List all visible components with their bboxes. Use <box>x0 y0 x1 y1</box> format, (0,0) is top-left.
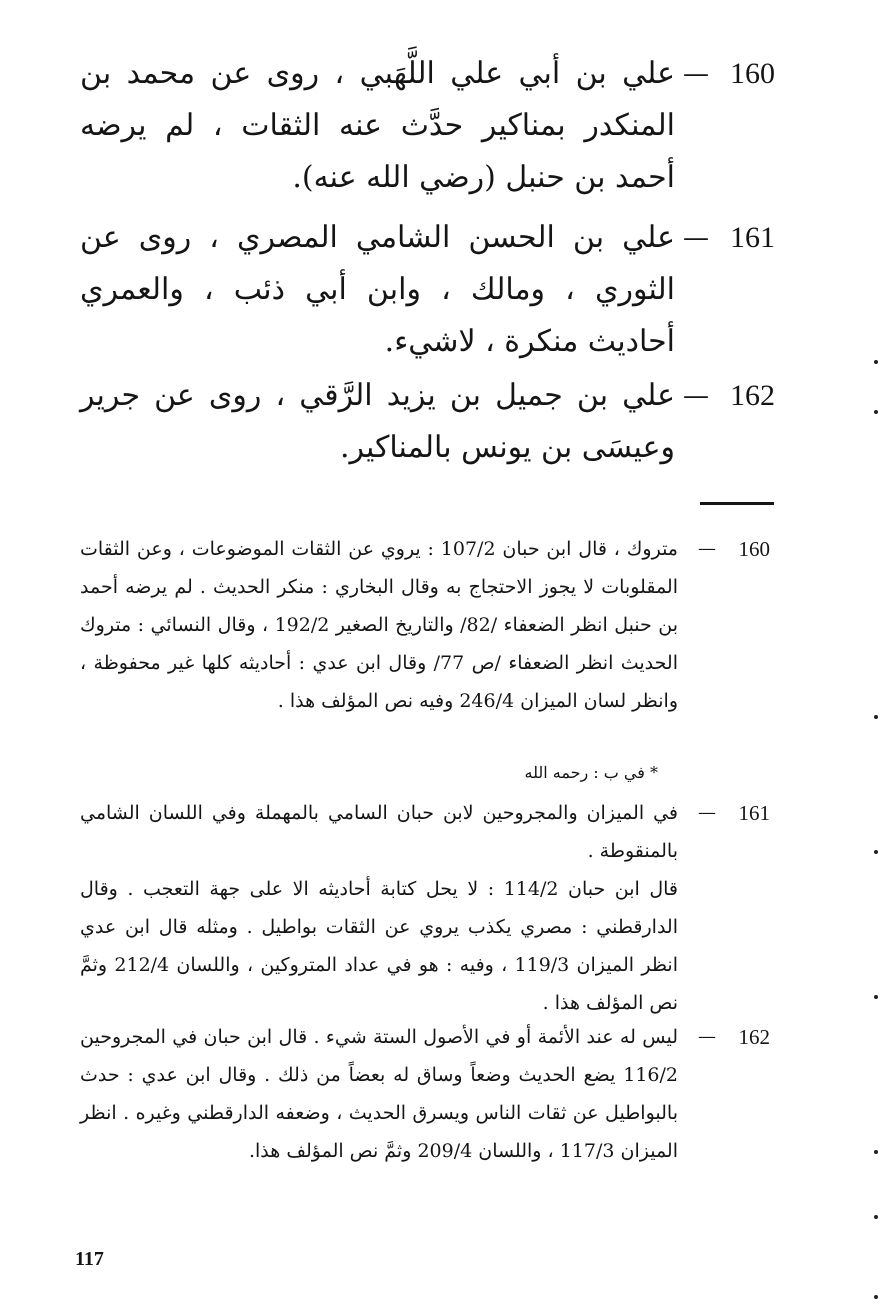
footnote-number: 160 <box>738 537 770 561</box>
entry-dash: — <box>683 223 709 253</box>
scan-speck <box>874 995 878 999</box>
footnote-continuation: قال ابن حبان 114/2 : لا يحل كتابة أحاديثه الا على جهة التعجب . وقال الدارقطني : مصري يكذب يروي عن الثقات بواطيل . ومثله قال ابن عدي انظر الميزان 119/3 ، وفيه : هو في عداد المتروكين ، واللسان 212/4 وثمَّ نص المؤلف هذا . <box>80 878 678 1014</box>
footnote-162 <box>80 1018 770 1218</box>
entry-number: 160 <box>730 57 775 90</box>
footnote-161 <box>80 794 770 1014</box>
footnote-dash: — <box>698 802 716 823</box>
entry-161 <box>70 212 775 372</box>
entry-162 <box>70 370 775 480</box>
scan-speck <box>874 1150 878 1154</box>
footnote-separator <box>700 502 774 505</box>
entry-dash: — <box>683 381 709 411</box>
footnote-text: ليس له عند الأئمة أو في الأصول الستة شيء . قال ابن حبان في المجروحين 116/2 يضع الحديث وضعاً وساق له بعضاً من ذلك . وقال ابن عدي : حدث بالبواطيل عن ثقات الناس ويسرق الحديث ، وضعفه الدارقطني وغيره . انظر الميزان 117/3 ، واللسان 209/4 وثمَّ نص المؤلف هذا. <box>80 1026 678 1162</box>
scan-speck <box>874 850 878 854</box>
scan-speck <box>874 360 878 364</box>
entry-number: 161 <box>730 221 775 254</box>
entry-text: علي بن جميل بن يزيد الرَّقي ، روى عن جرير وعيسَى بن يونس بالمناكير. <box>80 378 675 465</box>
footnote-160 <box>80 530 770 790</box>
entry-number: 162 <box>730 379 775 412</box>
scan-speck <box>874 715 878 719</box>
entry-text: علي بن أبي علي اللَّهَبي ، روى عن محمد بن المنكدر بمناكير حدَّث عنه الثقات ، لم يرضه أحمد بن حنبل (رضي الله عنه). <box>80 56 675 195</box>
footnote-number: 162 <box>738 1025 770 1049</box>
variant-note: * في ب : رحمه الله <box>524 763 658 782</box>
footnote-text: متروك ، قال ابن حبان 107/2 : يروي عن الثقات الموضوعات ، وعن الثقات المقلوبات لا يجوز الاحتجاج به وقال البخاري : منكر الحديث . لم يرضه أحمد بن حنبل انظر الضعفاء /82/ والتاريخ الصغير 192/2 ، وقال النسائي : متروك الحديث انظر الضعفاء /ص 77/ وقال ابن عدي : أحاديثه كلها غير محفوظة ، وانظر لسان الميزان 246/4 وفيه نص المؤلف هذا . <box>80 538 678 712</box>
footnote-text: في الميزان والمجروحين لابن حبان السامي بالمهملة وفي اللسان الشامي بالمنقوطة . <box>80 802 678 862</box>
entry-160 <box>70 48 775 208</box>
entry-dash: — <box>683 59 709 89</box>
footnote-number: 161 <box>738 801 770 825</box>
footnote-dash: — <box>698 538 716 559</box>
entry-text: علي بن الحسن الشامي المصري ، روى عن الثوري ، ومالك ، وابن أبي ذئب ، والعمري أحاديث منكرة ، لاشيء. <box>80 220 675 359</box>
scan-speck <box>874 1215 878 1219</box>
footnote-dash: — <box>698 1026 716 1047</box>
scan-speck <box>874 410 878 414</box>
page-number: 117 <box>75 1248 104 1270</box>
scan-speck <box>874 1295 878 1299</box>
